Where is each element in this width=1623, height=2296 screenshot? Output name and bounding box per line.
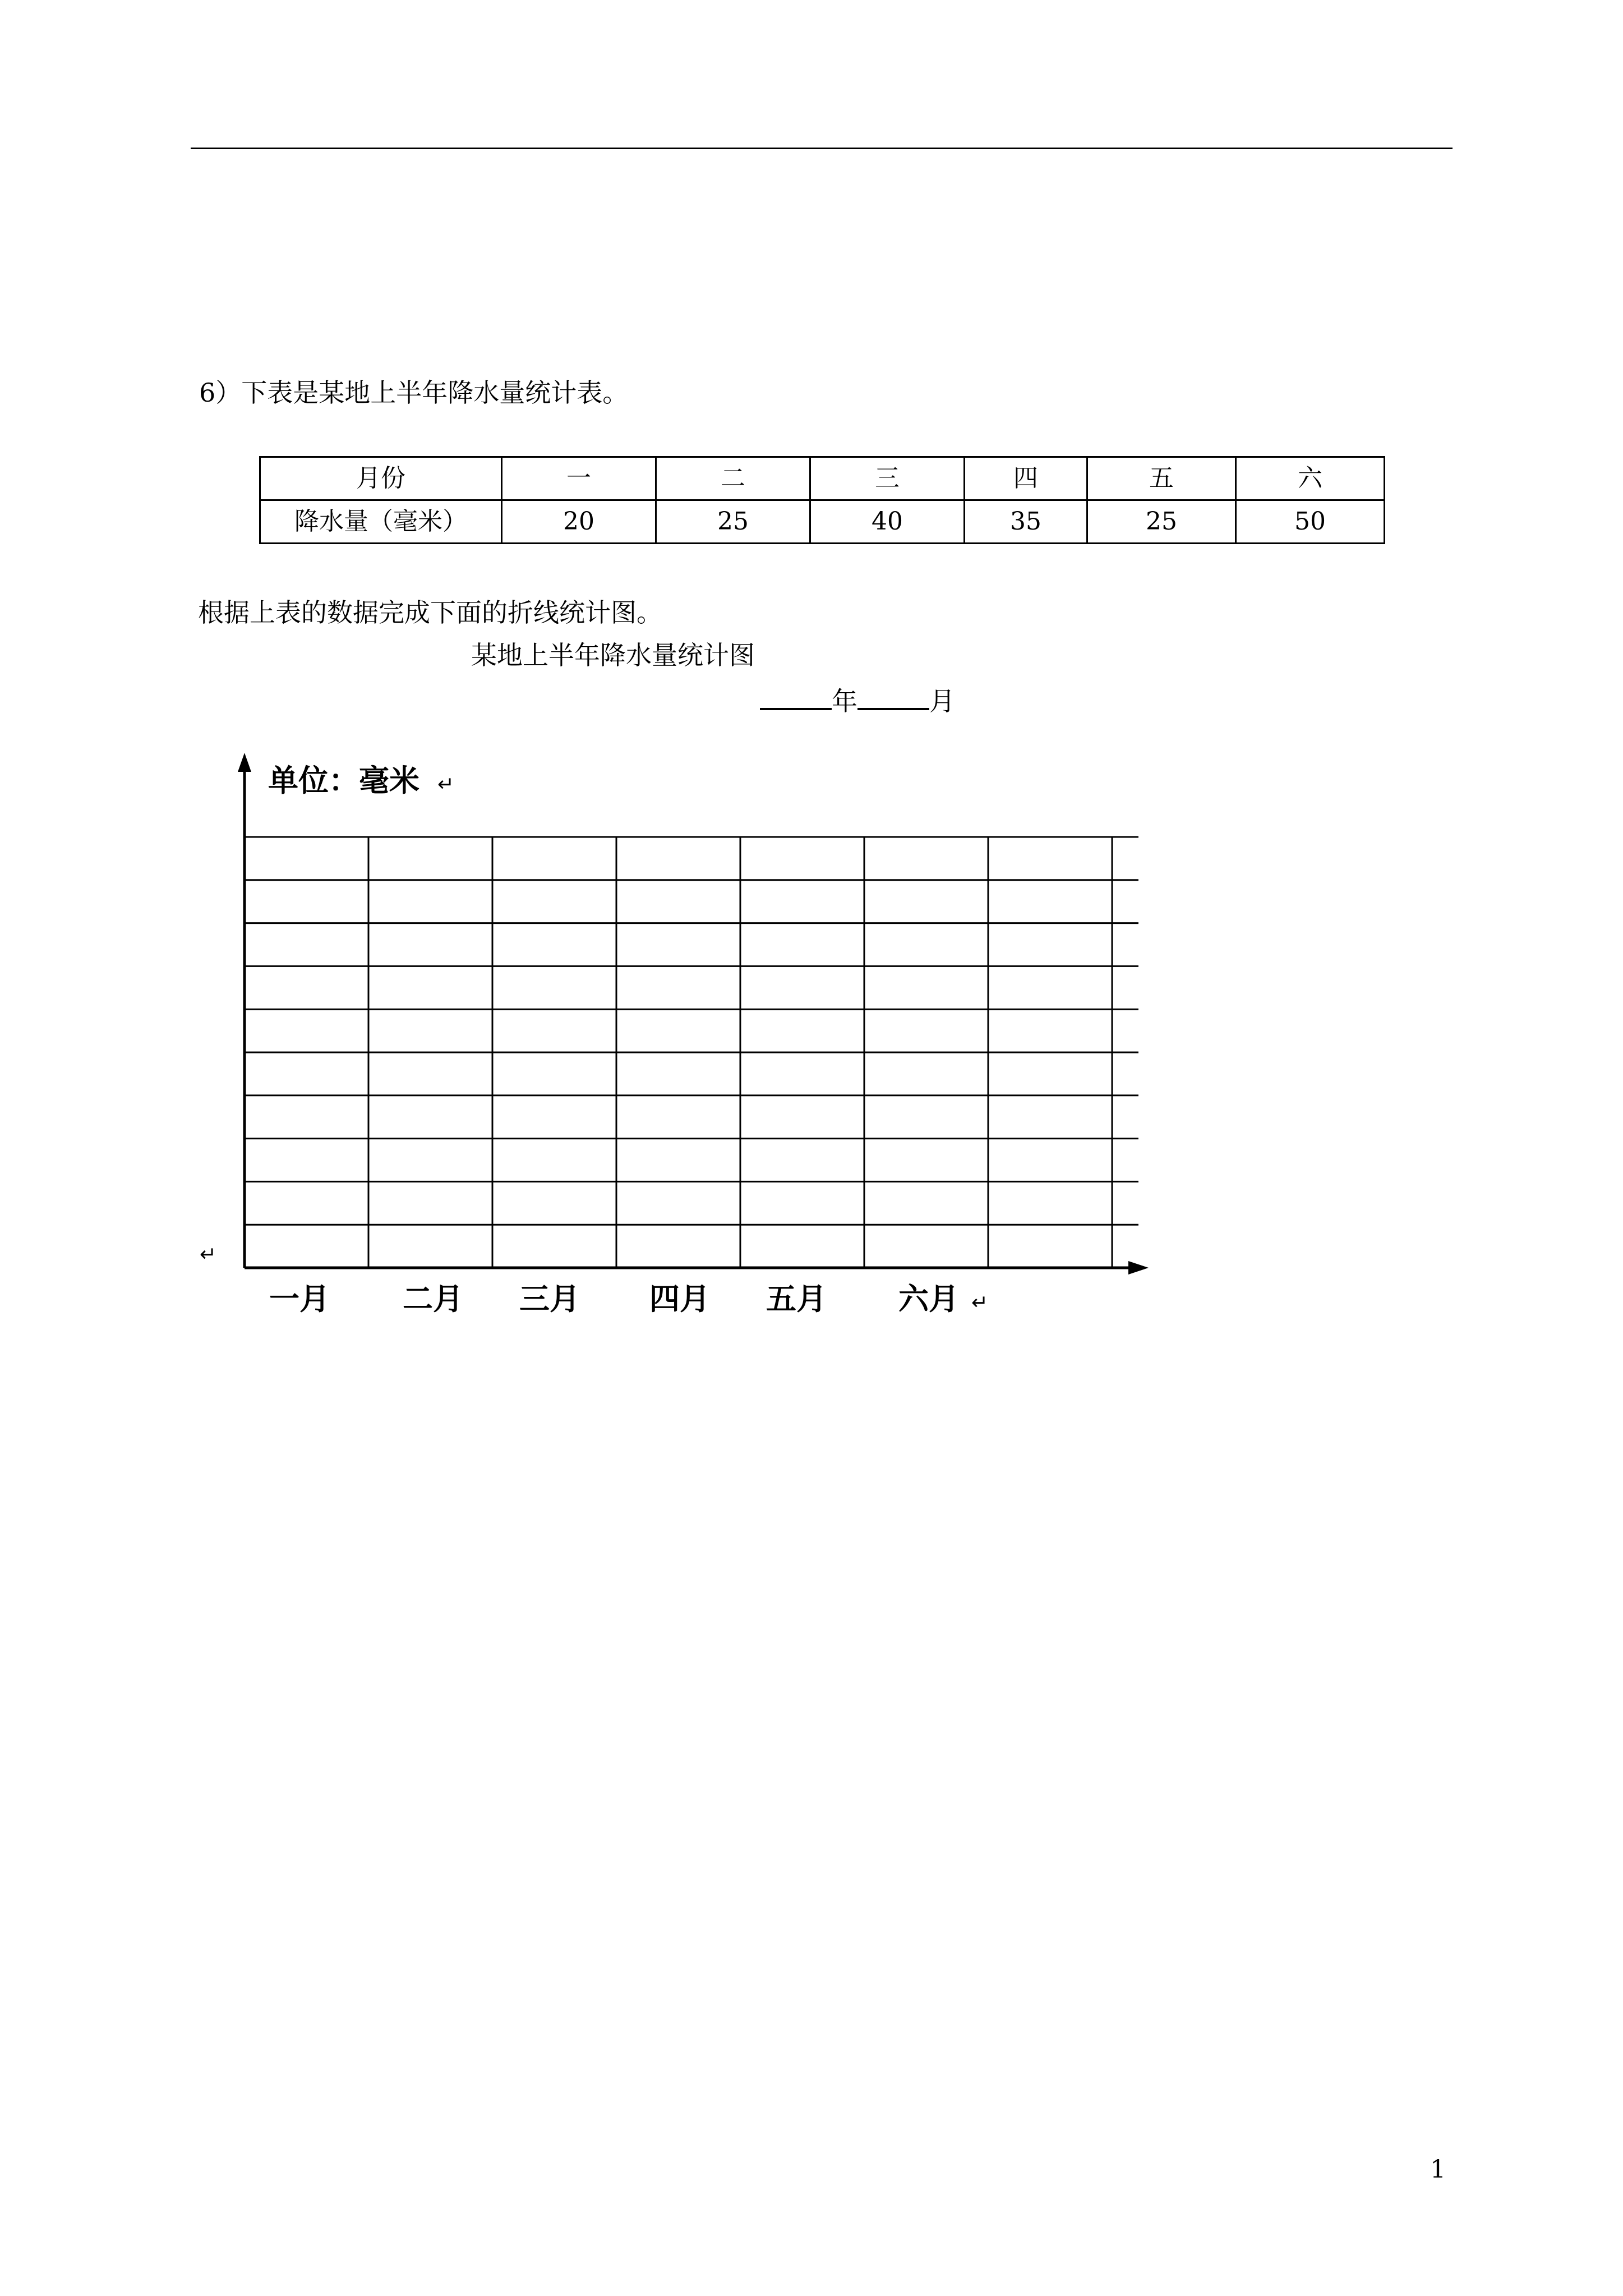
year-blank[interactable] [760,680,832,710]
table-row [260,500,1385,544]
x-label-may: 五月 [766,1281,827,1317]
month-blank[interactable] [857,680,929,710]
table-value-cell: 40 [810,500,965,544]
paragraph-mark: ↵ [437,773,455,796]
table-month-cell: 一 [502,457,656,500]
table-header-label: 月份 [260,457,502,500]
table-value-cell: 25 [656,500,810,544]
table-value-cell: 35 [965,500,1087,544]
table-month-cell: 四 [965,457,1087,500]
rainfall-table [259,456,1385,544]
page-number: 1 [1430,2155,1446,2184]
date-line [760,680,955,718]
instruction-text: 根据上表的数据完成下面的折线统计图。 [198,597,662,628]
question-text: 6）下表是某地上半年降水量统计表。 [199,378,629,408]
blank-line-chart-grid [191,746,1155,1341]
paragraph-mark: ↵ [200,1243,217,1266]
header-rule [191,148,1453,149]
y-axis-arrow [238,753,251,772]
x-label-apr: 四月 [649,1281,710,1317]
table-value-cell: 25 [1087,500,1236,544]
x-label-jan: 一月 [269,1281,330,1317]
unit-label: 单位：毫米 [268,763,419,798]
table-value-cell: 20 [502,500,656,544]
x-label-feb: 二月 [403,1281,463,1317]
year-label: 年 [832,686,857,716]
table-month-cell: 五 [1087,457,1236,500]
table-row [260,457,1385,500]
table-month-cell: 二 [656,457,810,500]
x-label-mar: 三月 [519,1281,580,1317]
x-label-jun: 六月 [898,1281,959,1317]
chart-title: 某地上半年降水量统计图 [471,640,755,670]
table-month-cell: 三 [810,457,965,500]
table-month-cell: 六 [1236,457,1385,500]
grid-horizontal-lines [245,837,1138,1225]
x-axis-arrow [1128,1261,1149,1274]
table-value-cell: 50 [1236,500,1385,544]
table-row-label: 降水量（毫米） [260,500,502,544]
month-label: 月 [929,686,955,716]
paragraph-mark: ↵ [971,1291,989,1314]
